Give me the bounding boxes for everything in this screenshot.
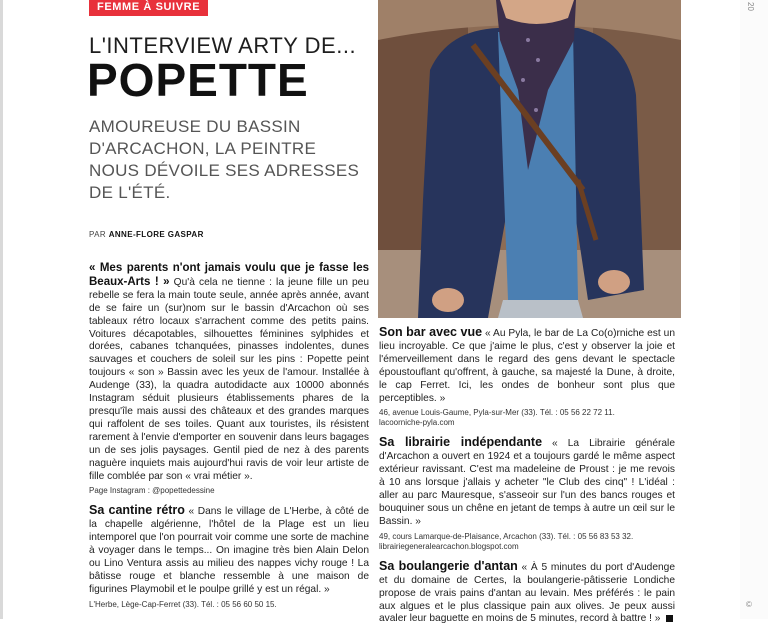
page-folio: 20 <box>746 2 755 11</box>
woman-portrait-image <box>378 0 681 318</box>
cantine-address: L'Herbe, Lège-Cap-Ferret (33). Tél. : 05 56 60 50 15. <box>89 599 277 609</box>
librairie-website: librairiegeneralearcachon.blogspot.com <box>379 541 519 551</box>
librairie-address <box>379 532 675 552</box>
boulangerie-paragraph <box>379 560 675 627</box>
cantine-text: « Dans le village de L'Herbe, à côté de la chapelle algérienne, l'hôtel de la Plage est un lieu intemporel que l'on pourrait voir comme une sorte de machine à voyager dans le temps... On imagine très bien Alain Delon ou Lino Ventura assis au milieu des nappes vichy rouge ! La bâtisse rouge et blanche ressemble à une maison de figurines Playmobil et le poulpe grillé y est un régal. » <box>89 506 369 595</box>
boulangerie-text: « À 5 minutes du port d'Audenge et du domaine de Certes, la boulangerie-pâtisserie Londiche propose de vrais pains d'antan au levain. Mes préférés : le pain aux algues et le plus classique pain aux olives. Je peux aussi avaler leur baguette en moins de 5 minutes, record à battre ! » <box>379 561 675 625</box>
title-small: L'INTERVIEW ARTY DE... <box>89 33 357 58</box>
left-column <box>89 262 369 618</box>
page-title: POPETTE <box>87 54 309 106</box>
byline <box>89 230 204 239</box>
bar-address <box>379 408 675 428</box>
subtitle: AMOUREUSE DU BASSIN D'ARCACHON, LA PEINTRE NOUS DÉVOILE SES ADRESSES DE L'ÉTÉ. <box>89 117 360 202</box>
instagram-line: Page Instagram : @popettedessine <box>89 486 215 496</box>
intro-text: Qu'à cela ne tienne : la jeune fille un peu rebelle se fera la main toute seule, année après année, avant de se faire un (sur)nom sur le bassin d'Arcachon où ses tableaux rétro locaux s'arrachent comme des petits pains. Voitures décapotables, silhouettes féminines sylphides et dorées, cabanes tchanquées, pinasses indolentes, dunes sauvages et couchers de soleil sur les pins : Popette peint toujours « son » Bassin avec les yeux de l'amour. Installée à Audenge (33), la quadra autodidacte aux 10000 abonnés Instagram séduit plusieurs établissements phares de la presqu'île mais aussi des châteaux et des grandes marques qui raffolent de ses toiles. Quant aux touristes, ils résistent rarement à l'envie d'emporter en souvenir dans leurs bagages un de ses jolis paysages. Gentil pied de nez à des parents naguère inquiets mais aujourd'hui ravis de voir leur artiste de fille comblée par son « vrai métier ». <box>89 276 369 482</box>
page-edge <box>0 0 3 619</box>
bar-heading: Son bar avec vue <box>379 325 483 339</box>
portrait-photo <box>378 0 681 318</box>
cantine-heading: Sa cantine rétro <box>89 503 185 518</box>
librairie-paragraph <box>379 436 675 528</box>
boulangerie-heading: Sa boulangerie d'antan <box>379 558 518 573</box>
boulangerie-section <box>379 560 675 627</box>
byline-prefix: PAR <box>89 230 107 239</box>
page-margin <box>740 0 768 619</box>
right-column <box>379 326 675 634</box>
intro-lead: « Mes parents n'ont jamais voulu que je fasse les Beaux-Arts ! » <box>89 262 369 288</box>
bar-text: « Au Pyla, le bar de La Co(o)rniche est un lieu incroyable. Ce que j'aime le plus, c'est y observer la joie et l'émerveillement dans le regard des gens devant le spectacle époustouflant qu'offrent, à gauche, sa majesté la Dune, à droite, le cap Ferret. Ici, les ondes de bonheur sont plus que perceptibles. » <box>379 328 675 404</box>
intro-paragraph <box>89 262 369 483</box>
intro-section <box>89 262 369 496</box>
librairie-heading: Sa librairie indépendante <box>379 435 543 450</box>
librairie-address-text: 49, cours Lamarque-de-Plaisance, Arcachon (33). Tél. : 05 56 83 53 32. <box>379 531 634 541</box>
cantine-paragraph <box>89 504 369 596</box>
page-folio-bottom: © <box>746 600 752 609</box>
librairie-section <box>379 436 675 551</box>
bar-section <box>379 326 675 428</box>
section-kicker: FEMME À SUIVRE <box>89 0 208 16</box>
bar-address-text: 46, avenue Louis-Gaume, Pyla-sur-Mer (33). Tél. : 05 56 22 72 11. <box>379 408 615 418</box>
bar-website: lacoorniche-pyla.com <box>379 418 455 428</box>
bar-paragraph <box>379 326 675 405</box>
librairie-text: « La Librairie générale d'Arcachon a ouvert en 1924 et a toujours gardé le même aspect extérieur ravissant. C'est ma madeleine de Proust : je me revois à 10 ans lorsque j'allais y acheter "le Club des cinq" ! L'idéal : aller au parc Mauresque, s'asseoir sur l'un des bancs rouges et bouquiner sous un chêne en jetant de temps à autre un œil sur le Bassin. » <box>379 438 675 527</box>
cantine-section <box>89 504 369 609</box>
byline-author: ANNE-FLORE GASPAR <box>108 230 204 239</box>
